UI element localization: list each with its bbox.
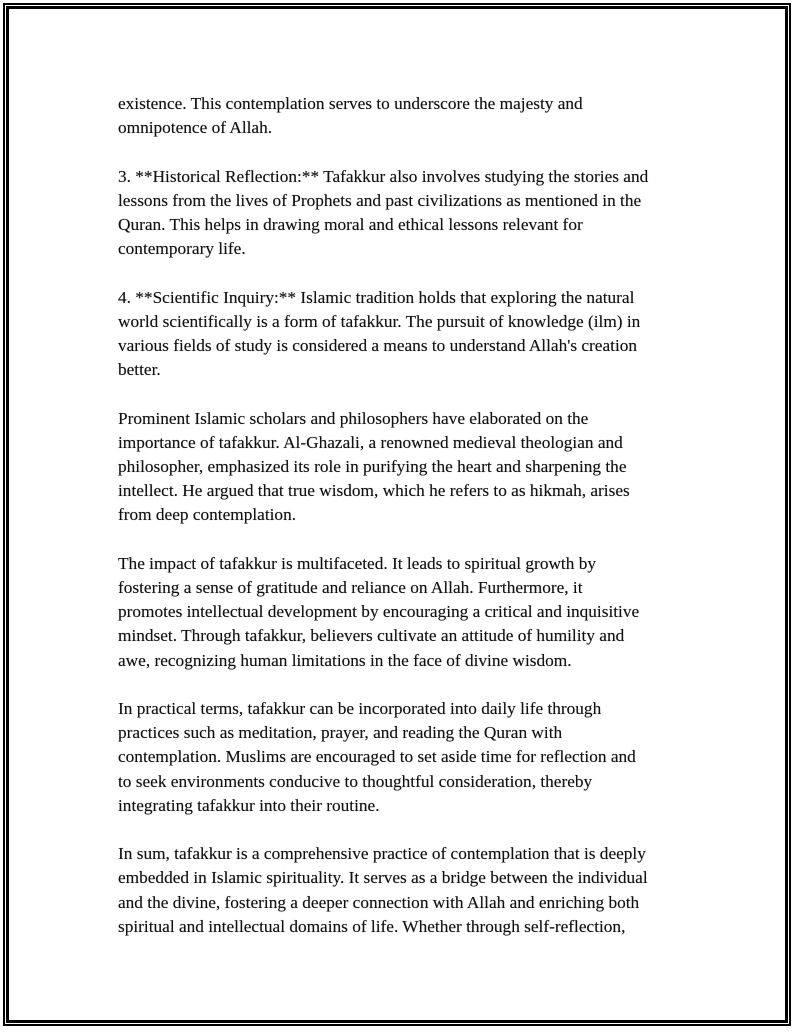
paragraph-existence-continued: existence. This contemplation serves to underscore the majesty and omnipotence of Allah. [118, 94, 583, 138]
paragraph-in-sum: In sum, tafakkur is a comprehensive practice of contemplation that is deeply embedded in Islamic spirituality. It serves as a bridge between the individual and the divine, fostering a deeper connection with Allah and enriching both spiritual and intellectual domains of life. Whether through self-reflection, [118, 844, 648, 936]
paragraph-scholars: Prominent Islamic scholars and philosophers have elaborated on the importance of tafakkur. Al-Ghazali, a renowned medieval theologian and philosopher, emphasized its role in purifying the heart and sharpening the intellect. He argued that true wisdom, which he refers to as hikmah, arises from deep contemplation. [118, 408, 630, 525]
paragraph-impact: The impact of tafakkur is multifaceted. It leads to spiritual growth by fostering a sense of gratitude and reliance on Allah. Furthermore, it promotes intellectual development by encouraging a critical and inquisitive mindset. Through tafakkur, believers cultivate an attitude of humility and awe, recognizing human limitations in the face of divine wisdom. [118, 553, 640, 670]
paragraph-scientific-inquiry: 4. **Scientific Inquiry:** Islamic tradition holds that exploring the natural world scientifically is a form of tafakkur. The pursuit of knowledge (ilm) in various fields of study is considered a means to understand Allah's creation better. [118, 287, 641, 380]
paragraph-historical-reflection: 3. **Historical Reflection:** Tafakkur also involves studying the stories and lessons from the lives of Prophets and past civilizations as mentioned in the Quran. This helps in drawing moral and ethical lessons relevant for contemporary life. [118, 166, 649, 259]
document-body [118, 92, 688, 963]
paragraph-practical-terms: In practical terms, tafakkur can be incorporated into daily life through practices such as meditation, prayer, and reading the Quran with contemplation. Muslims are encouraged to set aside time for reflection and to seek environments conducive to thoughtful consideration, thereby integrating tafakkur into their routine. [118, 699, 636, 815]
